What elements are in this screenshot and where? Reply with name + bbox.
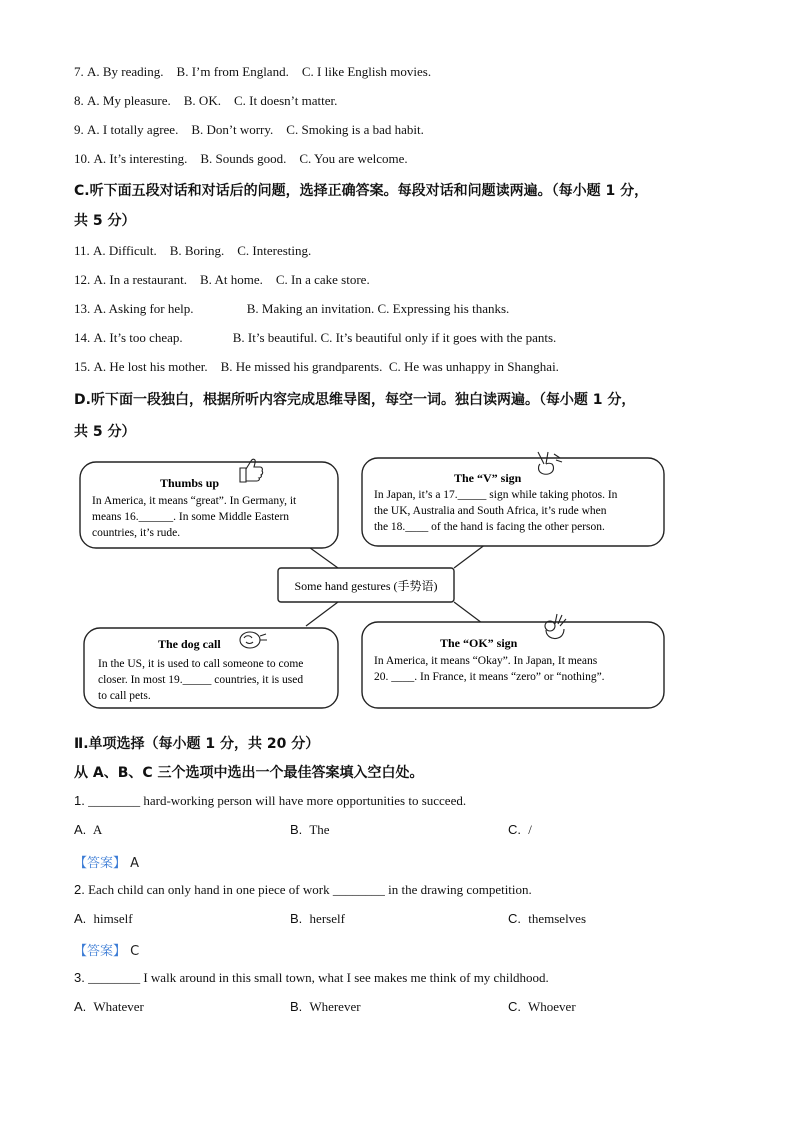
question-number: 7. <box>74 64 84 79</box>
option-a: A. In a restaurant. <box>93 272 187 287</box>
v-sign-title: The “V” sign <box>454 471 522 485</box>
choice-letter: C. <box>508 822 521 837</box>
option-a: A. My pleasure. <box>87 93 171 108</box>
answer-tag: 【答案】 <box>74 944 127 959</box>
option-c: C. You are welcome. <box>299 151 408 166</box>
question-9 <box>74 122 424 138</box>
question-number: 1. <box>74 793 85 808</box>
choice-text: Wherever <box>309 999 361 1014</box>
ok-sign-title: The “OK” sign <box>440 636 518 650</box>
question-12 <box>74 272 370 288</box>
option-c: C. Expressing his thanks. <box>377 301 510 316</box>
option-b: B. Making an invitation. <box>246 301 375 316</box>
question-number: 12. <box>74 272 91 287</box>
question-8 <box>74 93 337 109</box>
option-c: C. I like English movies. <box>301 64 432 79</box>
choice-text: Whoever <box>528 999 576 1014</box>
question-number: 2. <box>74 882 85 897</box>
question-number: 10. <box>74 151 91 166</box>
section-2-heading: Ⅱ.单项选择（每小题 1 分，共 20 分） <box>74 736 320 752</box>
answer-line <box>74 940 139 959</box>
option-b: B. I’m from England. <box>176 64 289 79</box>
choice-a <box>74 822 102 838</box>
option-a: A. Difficult. <box>93 243 157 258</box>
option-a: A. I totally agree. <box>87 122 179 137</box>
option-a: A. Asking for help. <box>93 301 194 316</box>
option-c: C. He was unhappy in Shanghai. <box>388 359 559 374</box>
choice-text: The <box>309 822 330 837</box>
v-sign-line: In Japan, it’s a 17._____ sign while taking photos. In <box>374 489 618 501</box>
option-a: A. It’s too cheap. <box>93 330 183 345</box>
question-number: 15. <box>74 359 91 374</box>
choice-text: Whatever <box>93 999 144 1014</box>
choice-letter: B. <box>290 822 303 837</box>
answer-line <box>74 852 139 871</box>
section-d-heading-cont: 共 5 分） <box>74 424 136 440</box>
option-c: C. In a cake store. <box>275 272 370 287</box>
choice-c <box>508 999 576 1015</box>
mind-map <box>76 450 670 712</box>
connector-line <box>306 602 338 626</box>
choice-text: herself <box>309 911 345 926</box>
mc-question-2 <box>74 882 532 898</box>
option-b: B. It’s beautiful. <box>232 330 318 345</box>
center-label: Some hand gestures (手势语) <box>294 579 438 593</box>
answer-value: A <box>130 856 140 871</box>
question-11 <box>74 243 311 259</box>
option-b: B. Don’t worry. <box>191 122 274 137</box>
question-number: 9. <box>74 122 84 137</box>
option-c: C. It doesn’t matter. <box>233 93 338 108</box>
question-number: 8. <box>74 93 84 108</box>
choice-b <box>290 999 361 1015</box>
choice-letter: A. <box>74 999 87 1014</box>
dog-call-line: to call pets. <box>98 690 151 702</box>
section-c-heading: C.听下面五段对话和对话后的问题，选择正确答案。每段对话和问题读两遍。（每小题 1 分， <box>74 183 649 199</box>
connector-line <box>454 544 486 568</box>
choice-a <box>74 999 144 1015</box>
choice-letter: B. <box>290 999 303 1014</box>
option-c: C. It’s beautiful only if it goes with the pants. <box>320 330 557 345</box>
choice-text: himself <box>93 911 133 926</box>
question-stem: ________ I walk around in this small town, what I see makes me think of my childhood. <box>88 970 549 985</box>
question-stem: ________ hard-working person will have more opportunities to succeed. <box>88 793 467 808</box>
choice-text: A <box>92 822 103 837</box>
v-sign-line: the UK, Australia and South Africa, it’s rude when <box>374 505 607 517</box>
mc-question-1 <box>74 793 466 809</box>
thumbs-up-line: In America, it means “great”. In Germany, it <box>92 495 297 507</box>
option-b: B. Boring. <box>169 243 225 258</box>
thumbs-up-line: countries, it’s rude. <box>92 527 181 539</box>
choice-b <box>290 822 330 838</box>
option-b: B. OK. <box>183 93 221 108</box>
question-15 <box>74 359 559 375</box>
section-2-instruction: 从 A、B、C 三个选项中选出一个最佳答案填入空白处。 <box>74 765 424 781</box>
mc-question-3 <box>74 970 549 986</box>
choice-letter: A. <box>74 911 87 926</box>
option-a: A. By reading. <box>87 64 164 79</box>
question-stem: Each child can only hand in one piece of work ________ in the drawing competition. <box>88 882 532 897</box>
choice-letter: B. <box>290 911 303 926</box>
question-13 <box>74 301 509 317</box>
choice-text: / <box>528 822 532 837</box>
ok-sign-line: 20. ____. In France, it means “zero” or “nothing”. <box>374 671 605 683</box>
question-number: 11. <box>74 243 90 258</box>
choice-a <box>74 911 133 927</box>
section-c-heading-cont: 共 5 分） <box>74 213 136 229</box>
ok-sign-line: In America, it means “Okay”. In Japan, It means <box>374 655 598 667</box>
option-b: B. He missed his grandparents. <box>220 359 383 374</box>
answer-value: C <box>130 944 140 959</box>
dog-call-line: In the US, it is used to call someone to come <box>98 658 304 670</box>
option-c: C. Smoking is a bad habit. <box>286 122 424 137</box>
choice-b <box>290 911 345 927</box>
choice-c <box>508 822 532 838</box>
question-number: 14. <box>74 330 91 345</box>
dog-call-title: The dog call <box>158 637 221 651</box>
thumbs-up-title: Thumbs up <box>160 476 220 490</box>
option-c: C. Interesting. <box>237 243 312 258</box>
choice-c <box>508 911 586 927</box>
answer-tag: 【答案】 <box>74 856 127 871</box>
option-b: B. At home. <box>200 272 263 287</box>
question-number: 3. <box>74 970 85 985</box>
question-7 <box>74 64 431 80</box>
choice-letter: C. <box>508 999 521 1014</box>
thumbs-up-line: means 16.______. In some Middle Eastern <box>92 511 290 523</box>
question-10 <box>74 151 408 167</box>
section-d-heading: D.听下面一段独白，根据所听内容完成思维导图，每空一词。独白读两遍。（每小题 1 分， <box>74 392 636 408</box>
option-a: A. He lost his mother. <box>93 359 208 374</box>
question-number: 13. <box>74 301 91 316</box>
option-b: B. Sounds good. <box>200 151 287 166</box>
question-14 <box>74 330 556 346</box>
v-sign-line: the 18.____ of the hand is facing the other person. <box>374 521 605 533</box>
choice-text: themselves <box>528 911 587 926</box>
choice-letter: C. <box>508 911 521 926</box>
choice-letter: A. <box>74 822 87 837</box>
dog-call-line: closer. In most 19._____ countries, it is used <box>98 674 304 686</box>
option-a: A. It’s interesting. <box>93 151 188 166</box>
